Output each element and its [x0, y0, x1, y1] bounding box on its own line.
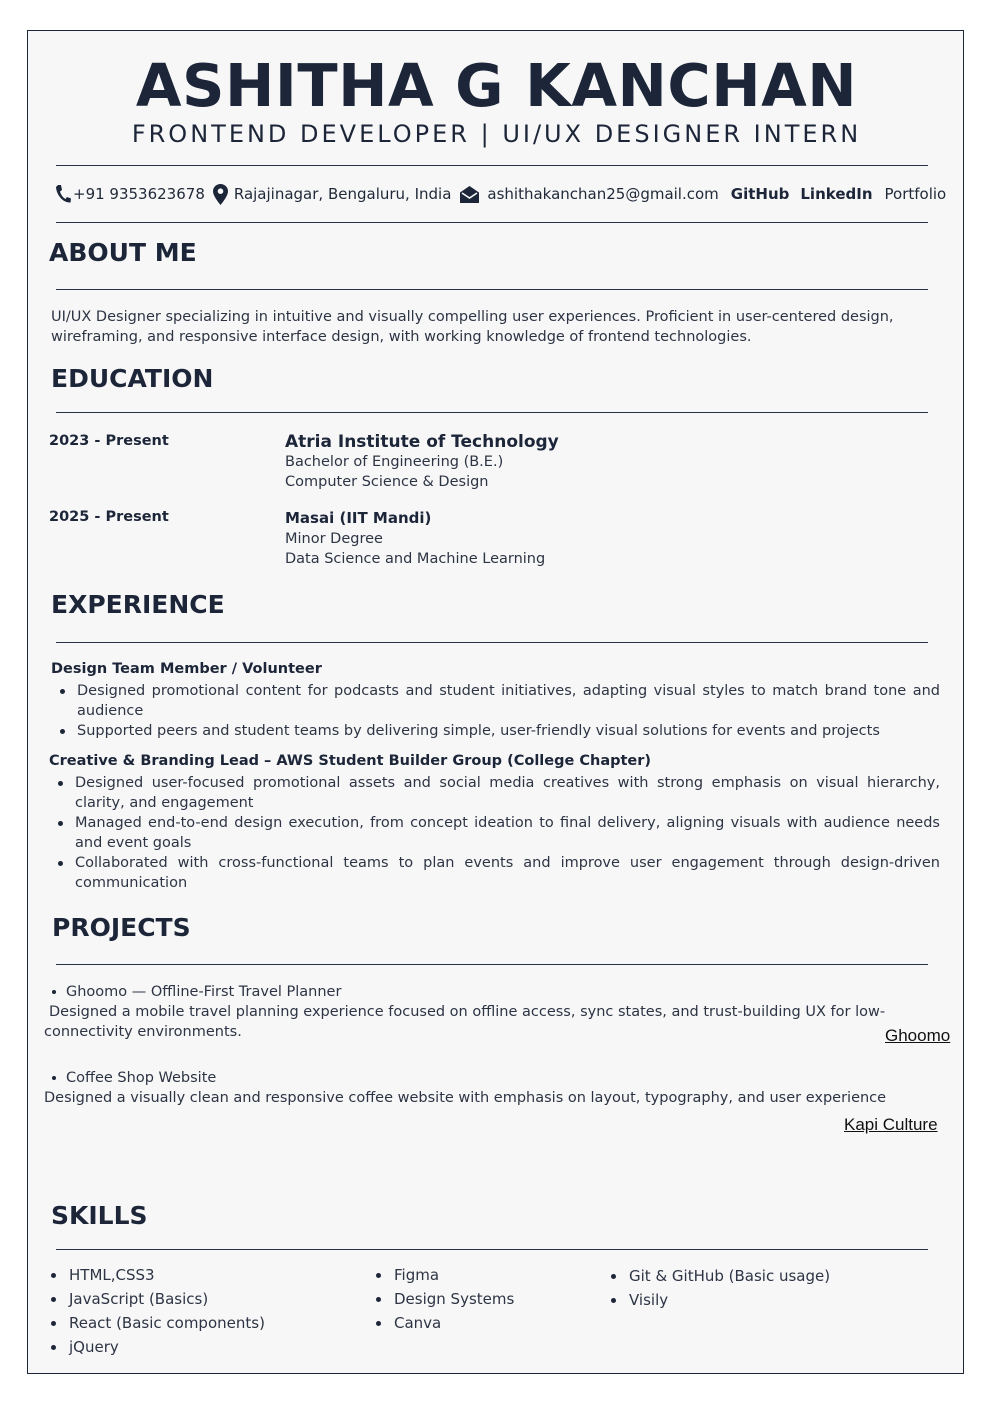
candidate-role: FRONTEND DEVELOPER | UI/UX DESIGNER INTERN [131, 120, 862, 148]
skill-item: HTML,CSS3 [51, 1263, 265, 1287]
project-name: Ghoomo — Offline-First Travel Planner [52, 982, 341, 1002]
bullet-dot [52, 1076, 56, 1080]
project-link-kapi-culture[interactable]: Kapi Culture [844, 1115, 938, 1134]
phone-icon [55, 184, 71, 204]
map-pin-icon [213, 184, 228, 205]
list-item: Designed user-focused promotional assets and social media creatives with strong emphasis on visual hierarchy, clarity, and engagement [50, 773, 940, 813]
bullet-dot [52, 990, 56, 994]
education-institution: Masai (IIT Mandi) [285, 509, 432, 527]
skill-item: Design Systems [376, 1287, 514, 1311]
about-divider [56, 289, 928, 290]
projects-title: PROJECTS [52, 913, 191, 942]
linkedin-link[interactable]: LinkedIn [800, 185, 873, 203]
education-institution: Atria Institute of Technology [285, 432, 559, 452]
experience-title: EXPERIENCE [51, 590, 225, 619]
list-item: Supported peers and student teams by delivering simple, user-friendly visual solutions for events and projects [52, 721, 940, 741]
about-title: ABOUT ME [49, 238, 197, 267]
job-bullets [52, 681, 940, 741]
job-title: Design Team Member / Volunteer [51, 661, 322, 677]
skill-item: jQuery [51, 1335, 265, 1359]
education-degree: Bachelor of Engineering (B.E.) [285, 454, 504, 470]
project-description: Designed a mobile travel planning experience focused on offline access, sync states, and trust-building UX for low- connectivity environments. [44, 1004, 886, 1040]
github-link[interactable]: GitHub [730, 185, 790, 203]
list-item: Collaborated with cross-functional teams to plan events and improve user engagement through design-driven communication [50, 853, 940, 893]
education-date: 2023 - Present [49, 433, 169, 449]
skills-divider [56, 1249, 928, 1250]
skills-column-3 [611, 1264, 830, 1312]
education-date: 2025 - Present [49, 509, 169, 525]
project-name: Coffee Shop Website [52, 1068, 216, 1088]
education-field: Computer Science & Design [285, 474, 489, 490]
envelope-open-icon [460, 186, 479, 203]
project-description: Designed a visually clean and responsive coffee website with emphasis on layout, typography, and user experience [44, 1090, 887, 1106]
education-entry [285, 432, 559, 492]
contact-phone[interactable]: +91 9353623678 [55, 184, 205, 204]
skill-item: React (Basic components) [51, 1311, 265, 1335]
about-text: UI/UX Designer specializing in intuitive and visually compelling user experiences. Proficient in user-centered design, wireframing, and responsive interface design, with working knowledge of frontend technologies. [51, 309, 894, 345]
job-bullets [50, 773, 940, 893]
education-entry [285, 509, 545, 569]
skill-item: Canva [376, 1311, 514, 1335]
skill-item: Git & GitHub (Basic usage) [611, 1264, 830, 1288]
skill-item: JavaScript (Basics) [51, 1287, 265, 1311]
skill-item: Figma [376, 1263, 514, 1287]
list-item: Designed promotional content for podcasts and student initiatives, adapting visual styles to match brand tone and audience [52, 681, 940, 721]
skills-column-1 [51, 1263, 265, 1359]
list-item: Managed end-to-end design execution, from concept ideation to final delivery, aligning visuals with audience needs and event goals [50, 813, 940, 853]
skills-title: SKILLS [51, 1201, 148, 1230]
projects-divider [56, 964, 928, 965]
contact-email[interactable]: ashithakanchan25@gmail.com [460, 185, 718, 203]
skills-column-2 [376, 1263, 514, 1335]
header-divider-bottom [56, 222, 928, 223]
portfolio-link[interactable]: Portfolio [884, 185, 947, 203]
job-title: Creative & Branding Lead – AWS Student Builder Group (College Chapter) [49, 753, 652, 769]
skill-item: Visily [611, 1288, 830, 1312]
header-divider-top [56, 165, 928, 166]
education-field: Data Science and Machine Learning [285, 551, 546, 567]
education-divider [56, 412, 928, 413]
candidate-name: ASHITHA G KANCHAN [135, 51, 858, 120]
contact-row [55, 182, 947, 206]
education-degree: Minor Degree [285, 531, 383, 547]
education-title: EDUCATION [51, 364, 214, 393]
project-link-ghoomo[interactable]: Ghoomo [885, 1026, 951, 1045]
contact-location: Rajajinagar, Bengaluru, India [213, 184, 452, 205]
experience-divider [56, 642, 928, 643]
